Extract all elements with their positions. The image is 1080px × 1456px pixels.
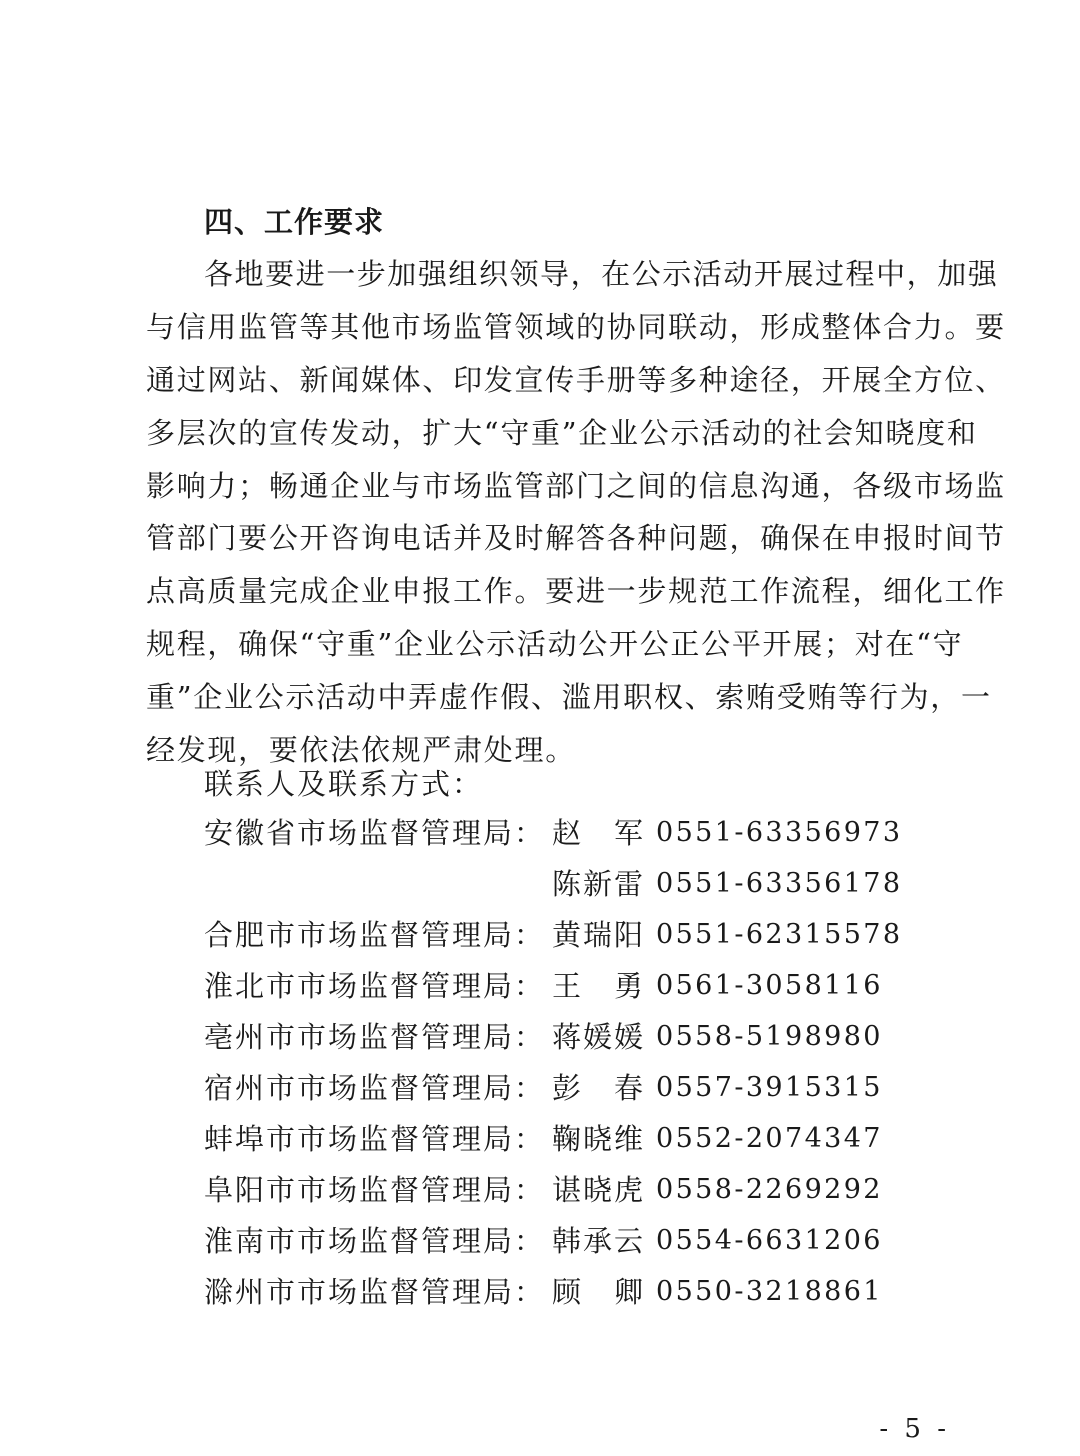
contact-row (0, 912, 1080, 963)
paragraph-line: 点高质量完成企业申报工作。要进一步规范工作流程，细化工作 (146, 574, 1006, 609)
contact-phone: 0550-3218861 (656, 1276, 883, 1307)
contact-org: 宿州市市场监督管理局： (204, 1071, 546, 1105)
contact-phone: 0557-3915315 (656, 1072, 883, 1103)
contact-row (0, 963, 1080, 1014)
contact-phone: 0551-62315578 (656, 919, 903, 950)
paragraph-line: 经发现，要依法依规严肃处理。 (146, 733, 576, 768)
contact-org: 淮北市市场监督管理局： (204, 969, 546, 1003)
contact-phone: 0551-63356178 (656, 868, 903, 899)
paragraph-line: 管部门要公开咨询电话并及时解答各种问题，确保在申报时间节 (146, 521, 1006, 556)
contact-row (0, 810, 1080, 861)
contact-person: 谌晓虎 (552, 1173, 646, 1207)
contact-org: 安徽省市场监督管理局： (204, 816, 546, 850)
contact-phone: 0558-2269292 (656, 1174, 883, 1205)
contact-org: 淮南市市场监督管理局： (204, 1224, 546, 1258)
contact-person: 顾 卿 (552, 1275, 646, 1309)
contact-person: 彭 春 (552, 1071, 646, 1105)
paragraph-line: 通过网站、新闻媒体、印发宣传手册等多种途径，开展全方位、 (146, 362, 1006, 397)
paragraph-line: 影响力；畅通企业与市场监管部门之间的信息沟通，各级市场监 (146, 468, 1006, 503)
contact-person: 蒋媛媛 (552, 1020, 646, 1054)
contact-phone: 0554-6631206 (656, 1225, 883, 1256)
contact-row (0, 1116, 1080, 1167)
contact-row (0, 1167, 1080, 1218)
contact-phone: 0552-2074347 (656, 1123, 883, 1154)
contact-org: 亳州市市场监督管理局： (204, 1020, 546, 1054)
contact-person: 陈新雷 (552, 867, 646, 901)
paragraph-line: 各地要进一步加强组织领导，在公示活动开展过程中，加强 (204, 257, 999, 291)
body-paragraph (0, 248, 1006, 777)
page-number: - 5 - (879, 1414, 950, 1444)
contact-org: 滁州市市场监督管理局： (204, 1275, 546, 1309)
contact-row (0, 861, 1080, 912)
contact-person: 黄瑞阳 (552, 918, 646, 952)
contact-phone: 0558-5198980 (656, 1021, 883, 1052)
contacts-list (0, 810, 1080, 1320)
contact-person: 鞠晓维 (552, 1122, 646, 1156)
contacts-intro: 联系人及联系方式： (204, 767, 484, 801)
contact-phone: 0551-63356973 (656, 817, 903, 848)
contact-org: 合肥市市场监督管理局： (204, 918, 546, 952)
contact-row (0, 1218, 1080, 1269)
contact-org: 阜阳市市场监督管理局： (204, 1173, 546, 1207)
contact-person: 王 勇 (552, 969, 646, 1003)
contact-person: 赵 军 (552, 816, 646, 850)
paragraph-line: 规程，确保“守重”企业公示活动公开公正公平开展；对在“守 (146, 627, 964, 662)
paragraph-line: 与信用监管等其他市场监管领域的协同联动，形成整体合力。要 (146, 309, 1006, 344)
contact-org: 蚌埠市市场监督管理局： (204, 1122, 546, 1156)
paragraph-line: 重”企业公示活动中弄虚作假、滥用职权、索贿受贿等行为，一 (146, 680, 992, 715)
contact-row (0, 1065, 1080, 1116)
contact-row (0, 1014, 1080, 1065)
paragraph-line: 多层次的宣传发动，扩大“守重”企业公示活动的社会知晓度和 (146, 415, 978, 450)
section-heading: 四、工作要求 (204, 205, 385, 239)
contact-phone: 0561-3058116 (656, 970, 883, 1001)
contact-person: 韩承云 (552, 1224, 646, 1258)
contact-row (0, 1269, 1080, 1320)
